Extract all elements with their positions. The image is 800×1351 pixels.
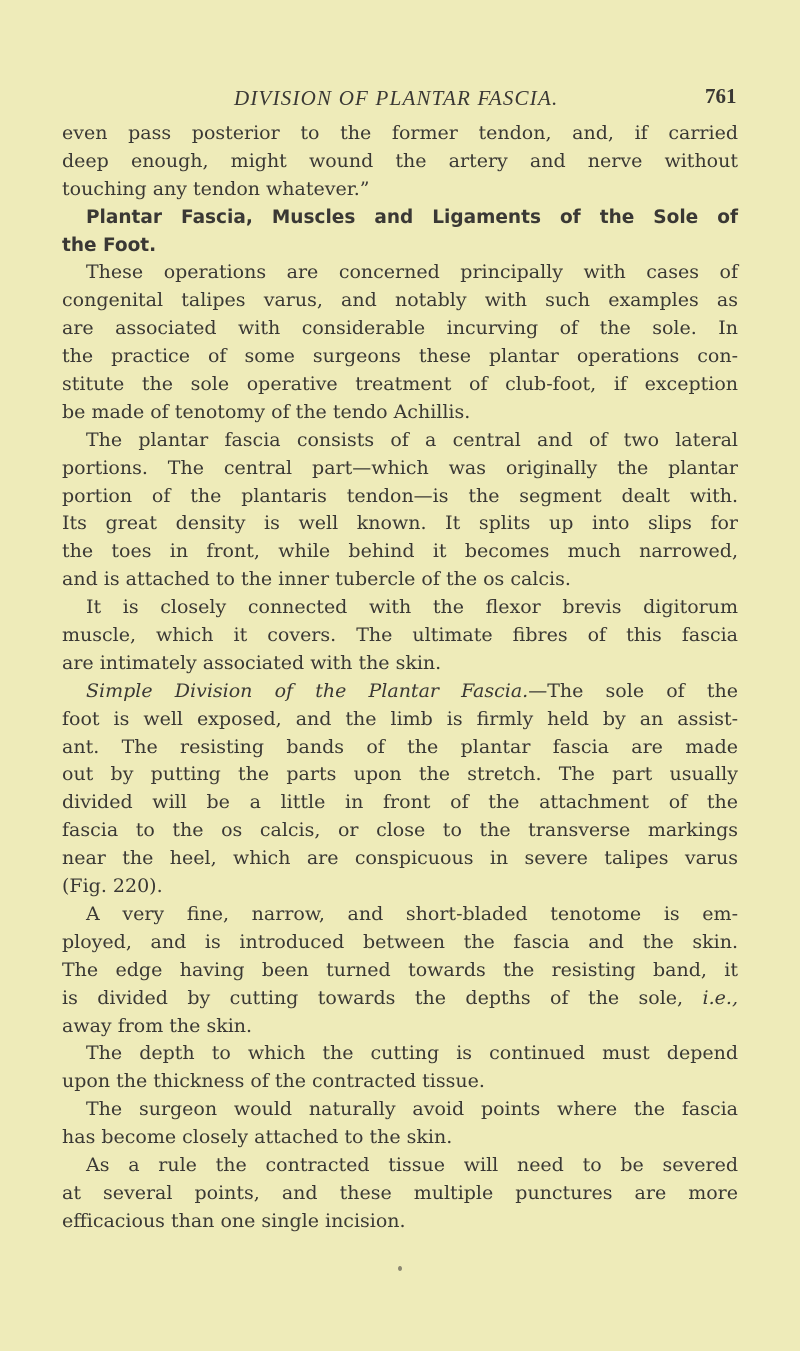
text-line: As a rule the contracted tissue will need to be severed xyxy=(86,1153,738,1176)
text-line: has become closely attached to the skin. xyxy=(62,1126,453,1149)
text-line: It is closely connected with the flexor brevis digitorum xyxy=(86,596,738,619)
text-line: (Fig. 220). xyxy=(62,875,163,898)
ink-speck xyxy=(398,1266,402,1271)
text-line: the practice of some surgeons these plantar operations con- xyxy=(62,345,738,368)
text-line: Its great density is well known. It splits up into slips for xyxy=(62,512,738,535)
text-line: portion of the plantaris tendon—is the segment dealt with. xyxy=(62,484,738,507)
text-line: portions. The central part—which was originally the plantar xyxy=(62,456,738,479)
running-title: DIVISION OF PLANTAR FASCIA. xyxy=(234,86,559,110)
text-line xyxy=(62,678,738,706)
section-heading-continued: the Foot. xyxy=(62,234,157,256)
text-line: touching any tendon whatever.” xyxy=(62,177,370,200)
text-line xyxy=(62,985,738,1013)
text-line: The edge having been turned towards the resisting band, it xyxy=(62,958,738,981)
text-line: ployed, and is introduced between the fascia and the skin. xyxy=(62,930,738,953)
text-line: These operations are concerned principally with cases of xyxy=(86,261,738,284)
text-line: at several points, and these multiple punctures are more xyxy=(62,1181,738,1204)
text-line: muscle, which it covers. The ultimate fibres of this fascia xyxy=(62,624,738,647)
text-line: stitute the sole operative treatment of club-foot, if exception xyxy=(62,373,738,396)
subsection-title: Simple Division of the Plantar Fascia. xyxy=(86,679,529,702)
text-line: are intimately associated with the skin. xyxy=(62,651,442,674)
italic-abbreviation: i.e., xyxy=(702,986,738,1009)
text-line: foot is well exposed, and the limb is firmly held by an assist- xyxy=(62,707,738,730)
text-line: the toes in front, while behind it becomes much narrowed, xyxy=(62,540,738,563)
text-span: —The sole of the xyxy=(528,679,738,702)
text-line: ant. The resisting bands of the plantar fascia are made xyxy=(62,735,738,758)
text-line: upon the thickness of the contracted tissue. xyxy=(62,1070,485,1093)
text-line: efficacious than one single incision. xyxy=(62,1209,406,1232)
text-line: deep enough, might wound the artery and nerve without xyxy=(62,149,738,172)
text-line: fascia to the os calcis, or close to the transverse markings xyxy=(62,819,738,842)
section-heading: Plantar Fascia, Muscles and Ligaments of the Sole of xyxy=(86,206,738,228)
text-line: A very fine, narrow, and short-bladed tenotome is em- xyxy=(86,902,738,925)
text-line: divided will be a little in front of the attachment of the xyxy=(62,791,738,814)
text-line: The depth to which the cutting is continued must depend xyxy=(86,1042,738,1065)
text-span: is divided by cutting towards the depths of the sole, xyxy=(62,986,684,1009)
text-line: even pass posterior to the former tendon, and, if carried xyxy=(62,122,738,144)
text-line: be made of tenotomy of the tendo Achillis. xyxy=(62,400,471,423)
text-line: and is attached to the inner tubercle of the os calcis. xyxy=(62,568,571,591)
text-line: The plantar fascia consists of a central and of two lateral xyxy=(86,428,738,451)
text-line: are associated with considerable incurving of the sole. In xyxy=(62,317,738,340)
body-text xyxy=(62,120,738,1236)
page-number: 761 xyxy=(705,84,737,108)
text-line: near the heel, which are conspicuous in severe talipes varus xyxy=(62,847,738,870)
text-line: away from the skin. xyxy=(62,1014,253,1037)
text-line: congenital talipes varus, and notably with such examples as xyxy=(62,289,738,312)
text-line: The surgeon would naturally avoid points where the fascia xyxy=(86,1098,738,1121)
running-header xyxy=(0,86,800,112)
text-line: out by putting the parts upon the stretch. The part usually xyxy=(62,763,738,786)
